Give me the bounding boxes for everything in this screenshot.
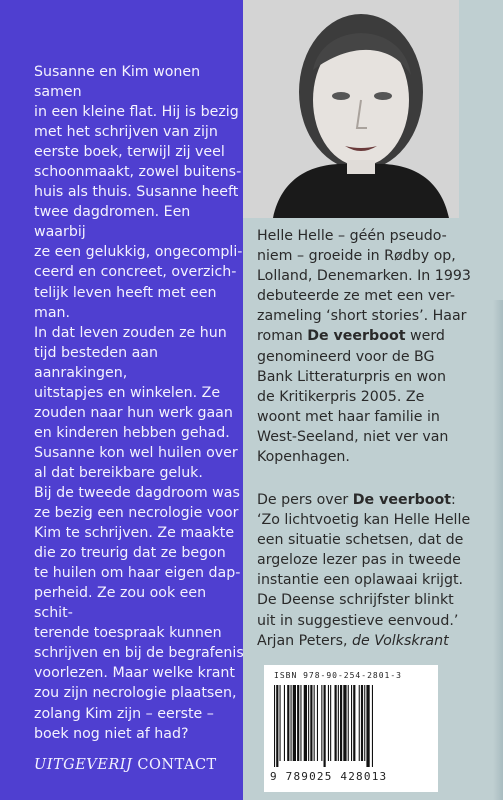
bio-text: roman xyxy=(257,328,308,345)
blurb-line: twee dagdromen. Een waarbij xyxy=(34,204,191,241)
blurb-text xyxy=(34,62,246,744)
publisher-name: CONTACT xyxy=(137,757,217,773)
blurb-line: huis als thuis. Susanne heeft xyxy=(34,184,239,201)
bio-line: Helle Helle – géén pseudo- xyxy=(257,228,447,244)
blurb-line: zou zijn necrologie plaatsen, xyxy=(34,685,237,702)
blurb-line: te huilen om haar eigen dap- xyxy=(34,565,241,582)
bio-line xyxy=(257,326,493,346)
bio-text: werd xyxy=(405,328,445,345)
publisher-name-italic: UITGEVERIJ xyxy=(34,757,133,773)
blurb-line: terende toespraak kunnen xyxy=(34,625,222,642)
blurb-line: uitstapjes en winkelen. Ze xyxy=(34,384,221,401)
blurb-line: al dat bereikbare geluk. xyxy=(34,464,203,481)
blurb-line: tijd besteden aan aanrakingen, xyxy=(34,344,158,381)
bio-line: Bank Litteraturpris en won xyxy=(257,368,446,385)
quote-line: De Deense schrijfster blinkt xyxy=(257,592,454,609)
quote-credit xyxy=(257,631,497,651)
blurb-line: perheid. Ze zou ook een schit- xyxy=(34,585,207,622)
barcode-bars xyxy=(274,685,428,767)
bio-line: genomineerd voor de BG xyxy=(257,348,435,365)
publisher-logo xyxy=(34,757,217,773)
blurb-line: ceerd en concreet, overzich- xyxy=(34,264,237,281)
press-intro-colon: : xyxy=(451,492,456,508)
isbn-label: ISBN 978-90-254-2801-3 xyxy=(274,671,402,680)
blurb-line: eerste boek, terwijl zij veel xyxy=(34,144,225,161)
blurb-line: schoonmaakt, zowel buitens- xyxy=(34,164,242,181)
blurb-line: ze een gelukkig, ongecompli- xyxy=(34,244,243,261)
blurb-line: Susanne kon wel huilen over xyxy=(34,444,238,461)
press-quote xyxy=(257,490,497,651)
press-intro xyxy=(257,490,497,510)
quote-line: uit in suggestieve eenvoud.’ xyxy=(257,612,459,629)
bio-line: Kopenhagen. xyxy=(257,449,350,466)
credit-name: Arjan Peters, xyxy=(257,632,352,649)
press-intro-text: De pers over xyxy=(257,492,353,508)
book-title: De veerboot xyxy=(352,492,452,508)
ean-number: 9 789025 428013 xyxy=(270,770,388,783)
bio-line: Lolland, Denemarken. In 1993 xyxy=(257,268,471,285)
bio-line: West-Seeland, niet ver van xyxy=(257,428,449,445)
blurb-line: ze bezig een necrologie voor xyxy=(34,505,239,522)
blurb-line: met het schrijven van zijn xyxy=(34,124,218,141)
bio-line: niem – groeide in Rødby op, xyxy=(257,248,456,265)
bio-line: debuteerde ze met een ver- xyxy=(257,288,456,305)
blurb-panel xyxy=(0,0,243,800)
quote-line: ‘Zo lichtvoetig kan Helle Helle xyxy=(257,512,471,529)
barcode xyxy=(264,665,438,792)
quote-line: instantie een oplawaai krijgt. xyxy=(257,572,464,589)
blurb-line: In dat leven zouden ze hun xyxy=(34,324,227,341)
blurb-line: zolang Kim zijn – eerste – xyxy=(34,705,214,722)
bio-line: de Kritikerpris 2005. Ze xyxy=(257,388,425,405)
author-photo xyxy=(243,0,459,218)
credit-source: de Volkskrant xyxy=(352,632,449,649)
blurb-line: voorlezen. Maar welke krant xyxy=(34,665,235,682)
author-bio xyxy=(257,226,493,467)
book-title: De veerboot xyxy=(307,328,406,345)
blurb-line: Kim te schrijven. Ze maakte xyxy=(34,525,235,542)
bio-line: woont met haar familie in xyxy=(257,408,440,425)
quote-line: een situatie schetsen, dat de xyxy=(257,532,464,549)
blurb-line: Bij de tweede dagdroom was xyxy=(34,484,240,501)
blurb-line: zouden naar hun werk gaan xyxy=(34,404,233,421)
blurb-line: boek nog niet af had? xyxy=(34,725,189,742)
blurb-line: in een kleine flat. Hij is bezig xyxy=(34,104,239,121)
cover-edge xyxy=(493,300,503,800)
bio-line: zameling ‘short stories’. Haar xyxy=(257,308,467,325)
blurb-line: schrijven en bij de begrafenis xyxy=(34,645,244,662)
blurb-line: en kinderen hebben gehad. xyxy=(34,424,230,441)
blurb-line: die zo treurig dat ze begon xyxy=(34,545,226,562)
blurb-line: telijk leven heeft met een man. xyxy=(34,284,217,321)
blurb-line: Susanne en Kim wonen samen xyxy=(34,64,201,101)
quote-line: argeloze lezer pas in tweede xyxy=(257,552,461,569)
